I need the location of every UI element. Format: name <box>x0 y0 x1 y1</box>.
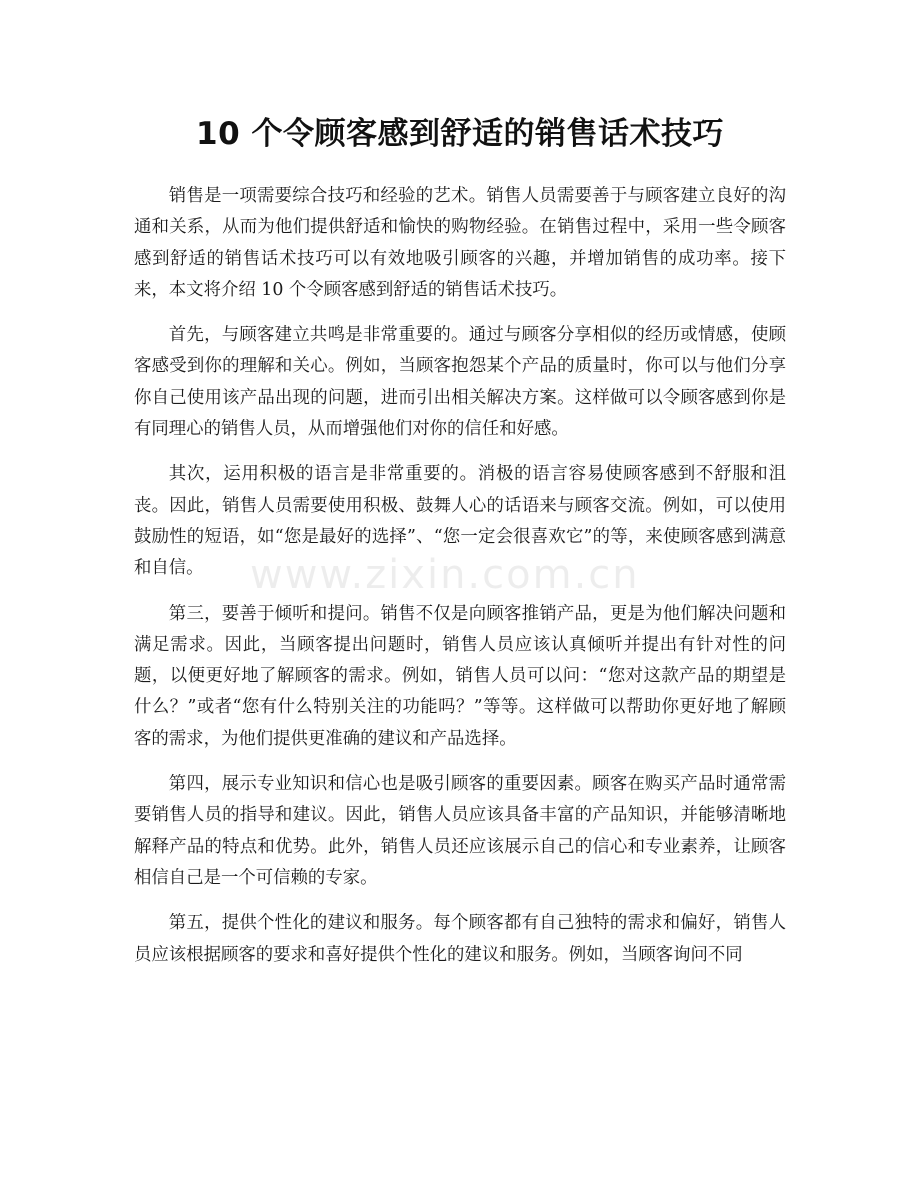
paragraph-second-tip: 其次，运用积极的语言是非常重要的。消极的语言容易使顾客感到不舒服和沮丧。因此，销售人员需要使用积极、鼓舞人心的话语来与顾客交流。例如，可以使用鼓励性的短语，如“您是最好的选择”、“您一定会很喜欢它”的等，来使顾客感到满意和自信。 <box>134 464 786 579</box>
watermark: www.zixin.com.cn <box>250 552 640 598</box>
page-title: 10 个令顾客感到舒适的销售话术技巧 <box>196 116 724 152</box>
paragraph-fourth-tip: 第四，展示专业知识和信心也是吸引顾客的重要因素。顾客在购买产品时通常需要销售人员的指导和建议。因此，销售人员应该具备丰富的产品知识，并能够清晰地解释产品的特点和优势。此外，销售人员还应该展示自己的信心和专业素养，让顾客相信自己是一个可信赖的专家。 <box>134 774 786 888</box>
paragraph-intro: 销售是一项需要综合技巧和经验的艺术。销售人员需要善于与顾客建立良好的沟通和关系，从而为他们提供舒适和愉快的购物经验。在销售过程中，采用一些令顾客感到舒适的销售话术技巧可以有效地吸引顾客的兴趣，并增加销售的成功率。接下来，本文将介绍 10 个令顾客感到舒适的销售话术技巧。 <box>134 186 786 300</box>
paragraph-first-tip: 首先，与顾客建立共鸣是非常重要的。通过与顾客分享相似的经历或情感，使顾客感受到你的理解和关心。例如，当顾客抱怨某个产品的质量时，你可以与他们分享你自己使用该产品出现的问题，进而引出相关解决方案。这样做可以令顾客感到你是有同理心的销售人员，从而增强他们对你的信任和好感。 <box>134 325 786 440</box>
document-body <box>134 181 786 985</box>
paragraph-third-tip: 第三，要善于倾听和提问。销售不仅是向顾客推销产品，更是为他们解决问题和满足需求。因此，当顾客提出问题时，销售人员应该认真倾听并提出有针对性的问题，以便更好地了解顾客的需求。例如，销售人员可以问：“您对这款产品的期望是什么？”或者“您有什么特别关注的功能吗？”等等。这样做可以帮助你更好地了解顾客的需求，为他们提供更准确的建议和产品选择。 <box>134 603 786 749</box>
paragraph-fifth-tip: 第五，提供个性化的建议和服务。每个顾客都有自己独特的需求和偏好，销售人员应该根据顾客的要求和喜好提供个性化的建议和服务。例如，当顾客询问不同 <box>134 913 786 965</box>
